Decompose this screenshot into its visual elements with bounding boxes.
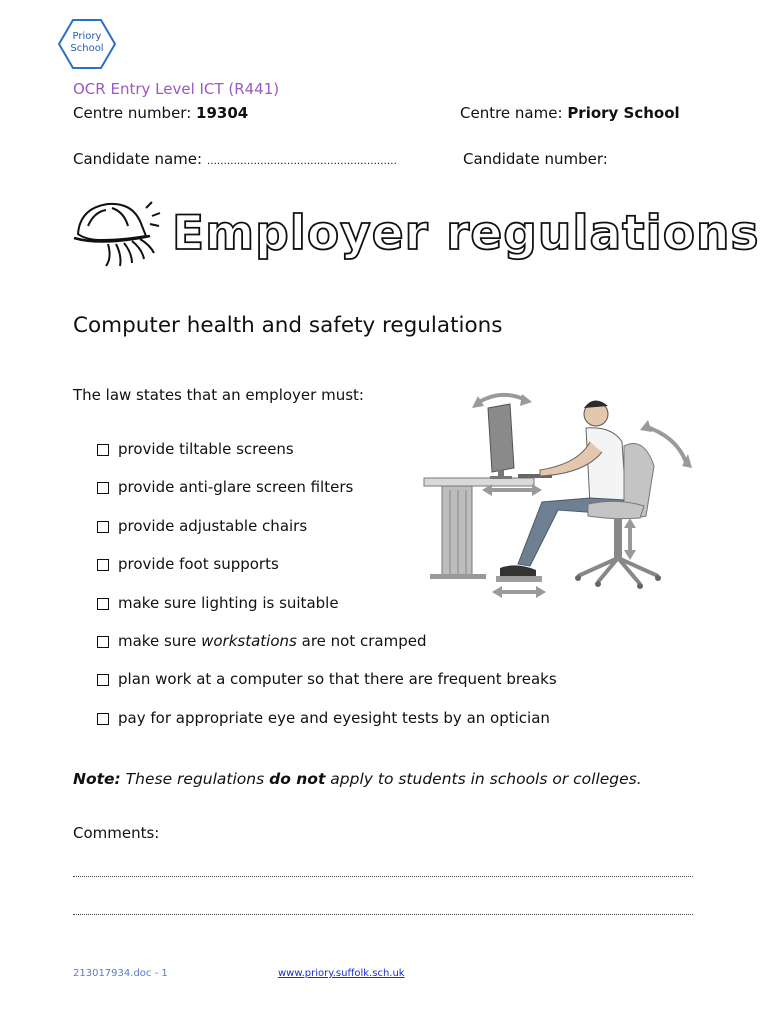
list-item-text: pay for appropriate eye and eyesight tests by an optician [118, 708, 550, 727]
list-item-text: plan work at a computer so that there are frequent breaks [118, 670, 557, 689]
checkbox-icon [97, 559, 109, 571]
list-item-text: provide tiltable screens [118, 440, 294, 458]
list-item-text [118, 632, 426, 650]
candidate-name-label: Candidate name: [73, 150, 203, 168]
logo-line2: School [70, 43, 104, 54]
list-item-text-italic: workstations [201, 631, 297, 650]
candidate-number-label: Candidate number: [463, 150, 608, 168]
centre-name-value: Priory School [567, 104, 680, 122]
list-item-text: provide foot supports [118, 555, 279, 574]
checkbox-icon [97, 482, 109, 494]
workstation-ergonomics-illustration [418, 386, 698, 610]
note-label: Note: [73, 770, 121, 788]
note [73, 770, 642, 788]
checkbox-icon [97, 713, 109, 725]
list-item-text-after: are not cramped [296, 631, 427, 650]
comment-line[interactable] [73, 876, 693, 877]
list-item-text: provide anti-glare screen filters [118, 478, 354, 497]
centre-number-label: Centre number: [73, 104, 192, 122]
logo-line1: Priory [72, 31, 102, 42]
comment-line[interactable] [73, 914, 693, 915]
note-text-before: These regulations [120, 770, 270, 788]
list-item [97, 670, 557, 708]
centre-name [460, 104, 680, 122]
list-item-text-before: make sure [118, 631, 202, 650]
comments-label: Comments: [73, 824, 160, 842]
footer-doc-ref: 213017934.doc - 1 [73, 968, 168, 979]
checkbox-icon [97, 521, 109, 533]
hard-hat-icon [72, 196, 164, 276]
logo-text [58, 31, 116, 55]
centre-number [73, 104, 248, 122]
footer-website-link[interactable]: www.priory.suffolk.sch.uk [278, 968, 405, 979]
list-item [97, 709, 557, 747]
list-item-text: make sure lighting is suitable [118, 593, 339, 612]
checkbox-icon [97, 636, 109, 648]
note-emphasis: do not [269, 770, 326, 788]
checkbox-icon [97, 444, 109, 456]
centre-name-label: Centre name: [460, 104, 563, 122]
checkbox-icon [97, 674, 109, 686]
school-logo [58, 18, 116, 70]
candidate-name [73, 150, 397, 168]
intro-text: The law states that an employer must: [73, 386, 364, 404]
list-item-text: provide adjustable chairs [118, 516, 308, 535]
section-heading: Computer health and safety regulations [73, 313, 503, 338]
banner-title: Employer regulations [172, 206, 760, 261]
candidate-name-field: ………………………………………………… [206, 156, 397, 167]
note-text-after: apply to students in schools or colleges. [325, 770, 642, 788]
checkbox-icon [97, 598, 109, 610]
list-item [97, 632, 557, 670]
course-title: OCR Entry Level ICT (R441) [73, 80, 280, 98]
centre-number-value: 19304 [196, 104, 249, 122]
